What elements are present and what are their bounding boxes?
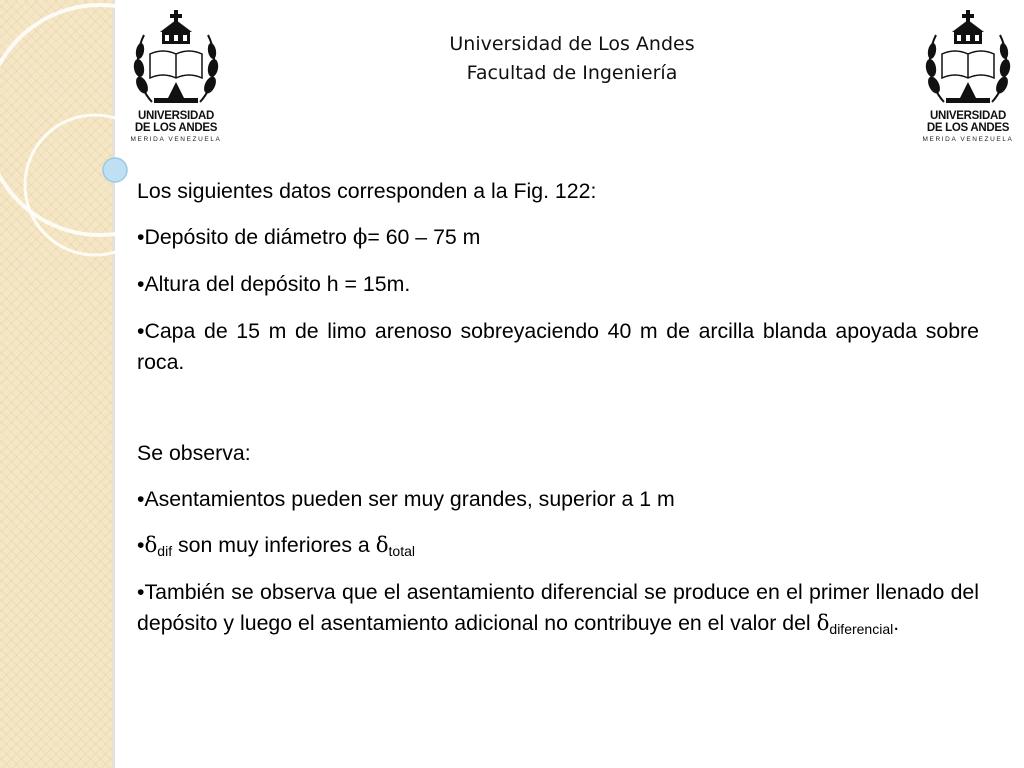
delta-subscript-diferencial: diferencial xyxy=(829,621,894,637)
phi-symbol: ϕ xyxy=(352,225,368,250)
university-title: Universidad de Los Andes xyxy=(449,33,695,55)
university-logo-left xyxy=(128,10,224,155)
logo-name-line2: DE LOS ANDES xyxy=(134,122,218,134)
bullet-differential-settlement xyxy=(137,577,979,639)
logo-name xyxy=(920,110,1016,134)
logo-name-line2: DE LOS ANDES xyxy=(926,122,1010,134)
bullet-settlements: •Asentamientos pueden ser muy grandes, superior a 1 m xyxy=(137,487,675,511)
bullet-mark: • xyxy=(137,533,145,557)
delta-symbol: δ xyxy=(144,533,158,558)
bullet-diameter xyxy=(137,222,979,253)
intro-line: Los siguientes datos corresponden a la Fig. 122: xyxy=(137,179,597,203)
university-seal-icon xyxy=(924,10,1012,110)
bullet-soil-layer: •Capa de 15 m de limo arenoso sobreyaciendo 40 m de arcilla blanda apoyada sobre roca. xyxy=(137,319,979,374)
faculty-title: Facultad de Ingeniería xyxy=(466,62,678,84)
decorative-dot-icon xyxy=(103,158,127,182)
final-period: . xyxy=(893,611,900,635)
delta-comparison-text: son muy inferiores a xyxy=(172,533,376,557)
bullet-height: •Altura del depósito h = 15m. xyxy=(137,272,411,296)
bullet-diameter-prefix: •Depósito de diámetro xyxy=(137,225,353,249)
university-seal-icon xyxy=(132,10,220,110)
logo-name xyxy=(128,110,224,134)
delta-subscript-dif: dif xyxy=(157,543,173,559)
logo-name-line1: UNIVERSIDAD xyxy=(138,110,214,122)
bullet-delta-comparison xyxy=(137,530,979,561)
delta-symbol: δ xyxy=(375,533,389,558)
bullet-diameter-suffix: = 60 – 75 m xyxy=(367,225,481,249)
logo-name-line1: UNIVERSIDAD xyxy=(930,110,1006,122)
observe-heading: Se observa: xyxy=(137,441,251,465)
slide-header xyxy=(240,30,904,88)
delta-subscript-total: total xyxy=(388,543,415,559)
logo-place: MERIDA VENEZUELA xyxy=(922,136,1014,143)
logo-place: MERIDA VENEZUELA xyxy=(130,136,222,143)
slide-body xyxy=(137,176,979,639)
delta-symbol: δ xyxy=(816,611,830,636)
university-logo-right xyxy=(920,10,1016,155)
differential-settlement-text: •También se observa que el asentamiento diferencial se produce en el primer llenado del depósito y luego el asentamiento adicional no contribuye en el valor del xyxy=(137,580,979,635)
